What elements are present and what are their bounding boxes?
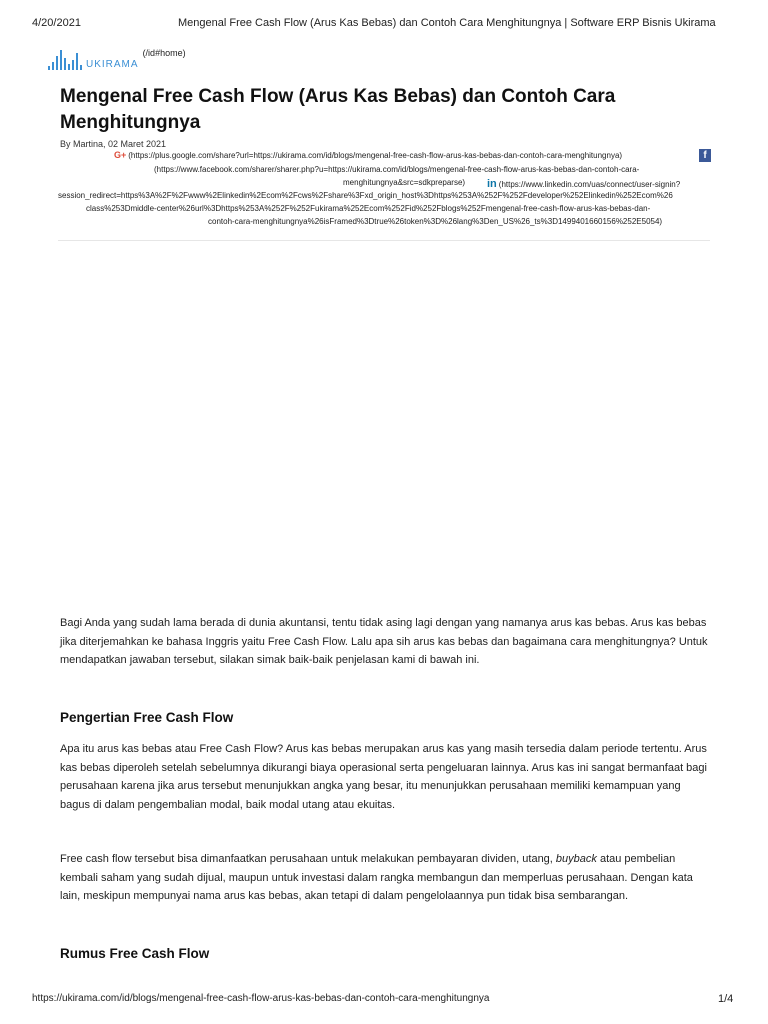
- facebook-share-url-line1[interactable]: (https://www.facebook.com/sharer/sharer.php?u=https://ukirama.com/id/blogs/mengenal-free-cash-flow-arus-kas-bebas-dan-contoh-cara-: [154, 165, 640, 174]
- pengertian-text-1: Apa itu arus kas bebas atau Free Cash Flow? Arus kas bebas merupakan arus kas yang masih tersedia dalam periode tertentu. Arus kas bebas diperoleh setelah sebelumnya dikurangi biaya operasional serta pengeluaran lainnya. Arus kas ini sangat bermanfaat bagi perusahaan karena jika arus tersebut menunjukkan angka yang besar, itu menunjukkan perusahaan memiliki kemampuan yang bagus di dalam pengembalian modal, baik modal utang atau ekuitas.: [60, 743, 707, 811]
- linkedin-share-url-line1: (https://www.linkedin.com/uas/connect/user-signin?: [498, 180, 681, 189]
- article-byline: By Martina, 02 Maret 2021: [60, 139, 167, 149]
- linkedin-share-url-line2[interactable]: session_redirect=https%3A%2F%2Fwww%2Elinkedin%2Ecom%2Fcws%2Fshare%3Fxd_origin_host%3Dhttps%253A%252F%252Fdeveloper%252Elinkedin%252Ecom%26: [58, 191, 673, 200]
- pengertian-paragraph-1: [60, 740, 710, 814]
- pengertian-text-2-before: Free cash flow tersebut bisa dimanfaatkan perusahaan untuk melakukan pembayaran dividen, utang,: [60, 853, 556, 865]
- linkedin-share-url-line4[interactable]: contoh-cara-menghitungnya%26isFramed%3Dtrue%26token%3D%26lang%3Den_US%26_ts%3D1499401660156%252E5054): [208, 217, 663, 226]
- site-logo[interactable]: [48, 48, 186, 70]
- google-share-url: (https://plus.google.com/share?url=https://ukirama.com/id/blogs/mengenal-free-cash-flow-arus-kas-bebas-dan-contoh-cara-menghitungnya): [128, 151, 623, 160]
- linkedin-share-link[interactable]: [487, 178, 680, 190]
- logo-bars-icon: [48, 50, 82, 70]
- section-pengertian: [60, 709, 710, 728]
- heading-pengertian: Pengertian Free Cash Flow: [60, 710, 234, 725]
- pengertian-text-2-after: atau pembelian kembali saham yang sudah dijual, maupun untuk investasi dalam rangka membangun dan memperluas perusahaan. Dengan kata lain, meskipun mempunyai nama arus kas bebas, akan tetapi di dalam pengelolaannya pun tidak bisa sembarangan.: [60, 853, 693, 902]
- google-plus-icon: G+: [114, 150, 127, 160]
- intro-text: Bagi Anda yang sudah lama berada di dunia akuntansi, tentu tidak asing lagi dengan yang namanya arus kas bebas. Arus kas bebas jika diterjemahkan ke bahasa Inggris yaitu Free Cash Flow. Lalu apa sih arus kas bebas dan bagaimana cara menghitungnya? Untuk mendapatkan jawaban tersebut, silakan simak baik-baik penjelasan kami di bawah ini.: [60, 617, 708, 666]
- logo-text: UKIRAMA: [86, 59, 139, 70]
- facebook-icon[interactable]: f: [699, 149, 711, 162]
- section-rumus: [60, 945, 710, 964]
- print-url: https://ukirama.com/id/blogs/mengenal-free-cash-flow-arus-kas-bebas-dan-contoh-cara-menghitungnya: [32, 993, 490, 1004]
- intro-paragraph: [60, 614, 710, 670]
- pengertian-text-2: [60, 850, 710, 906]
- buyback-term: buyback: [555, 853, 597, 865]
- pengertian-paragraph-2: [60, 850, 710, 906]
- print-date: 4/20/2021: [32, 17, 81, 29]
- article-title: Mengenal Free Cash Flow (Arus Kas Bebas) dan Contoh Cara Menghitungnya: [60, 86, 616, 133]
- heading-rumus: Rumus Free Cash Flow: [60, 946, 210, 961]
- page-number: 1/4: [718, 993, 734, 1005]
- linkedin-share-url-line3[interactable]: class%253Dmiddle-center%26url%3Dhttps%253A%252F%252Fukirama%252Ecom%252Fid%252Fblogs%252Fmengenal-free-cash-flow-arus-kas-bebas-dan-: [86, 204, 651, 213]
- print-page-title: Mengenal Free Cash Flow (Arus Kas Bebas) dan Contoh Cara Menghitungnya | Software ERP Bisnis Ukirama: [178, 17, 716, 29]
- divider: [58, 240, 710, 241]
- home-link[interactable]: (/id#home): [142, 48, 186, 58]
- google-share-link[interactable]: [114, 150, 622, 160]
- facebook-share-url-line2[interactable]: menghitungnya&src=sdkpreparse): [343, 178, 466, 187]
- linkedin-icon: in: [487, 178, 497, 190]
